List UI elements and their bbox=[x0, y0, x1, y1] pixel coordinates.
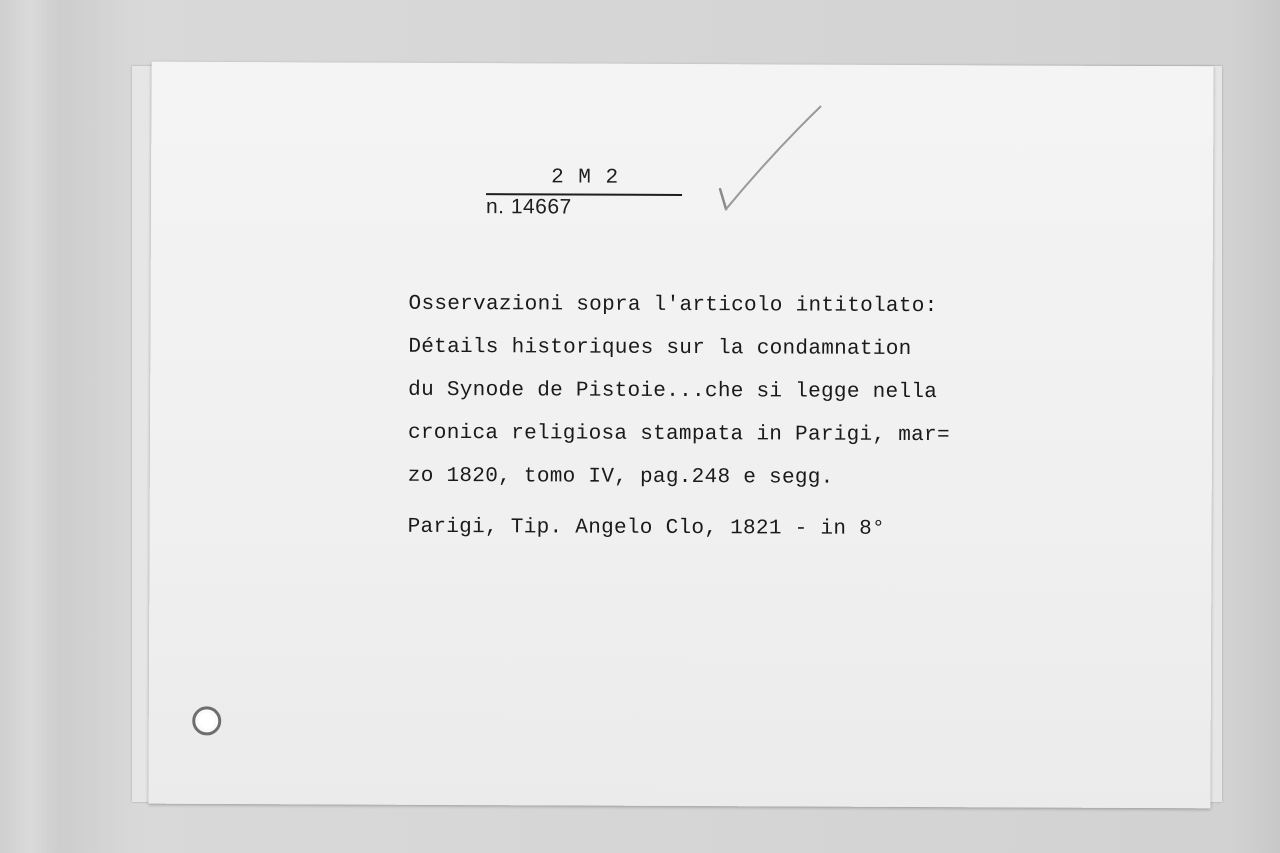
description-line-3: du Synode de Pistoie...che si legge nella bbox=[408, 378, 938, 405]
imprint-line: Parigi, Tip. Angelo Clo, 1821 - in 8° bbox=[407, 515, 886, 541]
pencil-check-icon bbox=[716, 94, 827, 214]
catalog-card bbox=[148, 62, 1213, 809]
punch-hole-icon bbox=[189, 703, 225, 739]
shelfmark bbox=[486, 165, 686, 222]
card-description bbox=[408, 283, 1109, 552]
description-line-4: cronica religiosa stampata in Parigi, mar= bbox=[407, 421, 950, 448]
description-line-1: Osservazioni sopra l'articolo intitolato: bbox=[408, 292, 938, 319]
inventory-number: n. 14667 bbox=[485, 195, 572, 219]
description-line-2: Détails historiques sur la condamnation bbox=[408, 335, 912, 362]
description-line-5: zo 1820, tomo IV, pag.248 e segg. bbox=[407, 464, 834, 490]
shelfmark-code: 2 M 2 bbox=[551, 166, 620, 190]
